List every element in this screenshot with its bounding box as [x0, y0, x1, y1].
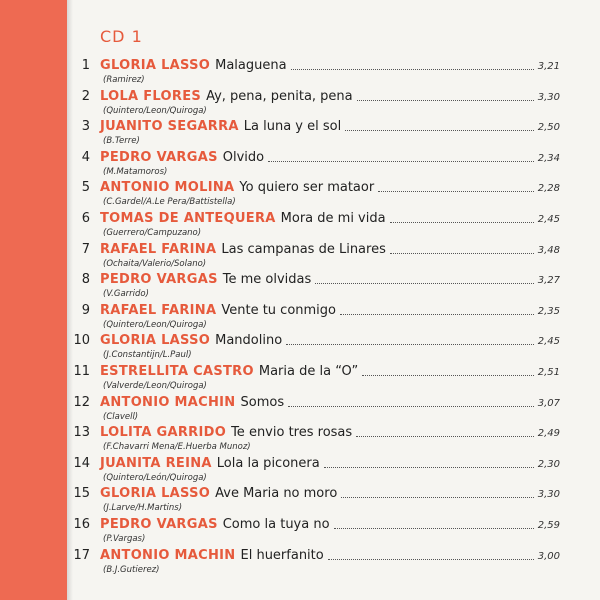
track-song-title: El huerfanito — [240, 547, 324, 563]
track-song-title: Olvido — [222, 149, 265, 165]
track-line — [100, 517, 560, 532]
track-line — [100, 180, 560, 195]
track-artist: GLORIA LASSO — [100, 486, 211, 502]
dot-leader — [291, 68, 534, 70]
track-number: 13 — [73, 425, 90, 441]
dot-leader — [357, 99, 534, 101]
track-line — [100, 242, 560, 257]
track-duration: 3,30 — [537, 489, 560, 501]
track-number: 8 — [81, 272, 90, 288]
track-number: 3 — [81, 119, 90, 135]
track-composers: (V.Garrido) — [103, 289, 149, 300]
track-line — [100, 89, 560, 104]
track-duration: 2,51 — [537, 367, 560, 378]
track-line — [100, 548, 560, 563]
track-line — [100, 364, 560, 379]
dot-leader — [356, 435, 534, 437]
disc-title: CD 1 — [100, 27, 143, 46]
track-row — [0, 242, 600, 272]
dot-leader — [334, 527, 534, 529]
track-composers: (Guerrero/Campuzano) — [103, 228, 202, 238]
dot-leader — [328, 558, 534, 560]
track-composers: (Quintero/León/Quiroga) — [103, 472, 207, 483]
track-artist: TOMAS DE ANTEQUERA — [100, 211, 276, 226]
track-row — [0, 486, 600, 516]
track-line — [100, 119, 560, 134]
track-song-title: Ay, pena, penita, pena — [206, 88, 353, 104]
track-artist: RAFAEL FARINA — [100, 302, 217, 318]
track-duration: 2,50 — [537, 122, 560, 134]
track-number: 16 — [73, 517, 90, 532]
dot-leader — [286, 343, 534, 345]
track-composers: (Ochaita/Valerio/Solano) — [103, 258, 207, 269]
track-number: 15 — [73, 486, 90, 502]
track-line — [100, 486, 560, 501]
track-duration: 2,30 — [537, 458, 560, 470]
track-row — [0, 58, 600, 88]
track-composers: (Ramirez) — [103, 75, 145, 85]
track-duration: 3,07 — [537, 397, 560, 409]
track-duration: 2,45 — [537, 214, 560, 225]
track-line — [100, 303, 560, 318]
track-duration: 2,45 — [537, 336, 560, 348]
track-song-title: Como la tuya no — [222, 517, 330, 532]
track-duration: 2,35 — [537, 305, 560, 317]
track-artist: JUANITA REINA — [100, 455, 212, 471]
track-song-title: Te me olvidas — [222, 272, 312, 288]
dot-leader — [341, 496, 533, 498]
track-artist: JUANITO SEGARRA — [100, 119, 239, 135]
track-row — [0, 211, 600, 241]
track-row — [0, 89, 600, 119]
track-number: 14 — [73, 455, 90, 471]
track-duration: 2,59 — [537, 520, 560, 531]
track-row — [0, 517, 600, 547]
track-number: 6 — [81, 211, 90, 226]
track-composers: (C.Gardel/A.Le Pera/Battistella) — [103, 197, 236, 208]
track-composers: (M.Matamoros) — [103, 166, 168, 177]
track-artist: PEDRO VARGAS — [100, 517, 218, 532]
track-composers: (F.Chavarri Mena/E.Huerba Munoz) — [103, 442, 251, 453]
track-composers: (Valverde/Leon/Quiroga) — [103, 381, 207, 391]
track-duration: 3,30 — [537, 91, 560, 103]
track-song-title: Ave Maria no moro — [215, 486, 338, 502]
track-composers: (B.J.Gutierez) — [103, 564, 160, 575]
track-artist: ESTRELLITA CASTRO — [100, 364, 254, 379]
dot-leader — [324, 466, 534, 468]
track-song-title: Lola la piconera — [216, 455, 320, 471]
track-number: 2 — [81, 88, 90, 104]
track-row — [0, 180, 600, 210]
track-artist: RAFAEL FARINA — [100, 241, 217, 257]
track-composers: (Clavell) — [103, 411, 139, 422]
dot-leader — [362, 374, 534, 376]
track-line — [100, 425, 560, 440]
track-song-title: Las campanas de Linares — [221, 241, 386, 257]
dot-leader — [345, 129, 534, 131]
dot-leader — [390, 221, 534, 223]
track-song-title: Yo quiero ser mataor — [239, 180, 375, 196]
track-artist: ANTONIO MACHIN — [100, 547, 236, 563]
dot-leader — [340, 313, 534, 315]
track-number: 10 — [73, 333, 90, 349]
track-artist: PEDRO VARGAS — [100, 272, 218, 288]
track-number: 1 — [81, 58, 90, 73]
track-number: 12 — [73, 394, 90, 410]
track-composers: (J.Constantijn/L.Paul) — [103, 350, 192, 361]
track-row — [0, 150, 600, 180]
track-row — [0, 395, 600, 425]
track-duration: 3,48 — [537, 244, 560, 256]
track-song-title: Somos — [240, 394, 285, 410]
track-line — [100, 211, 560, 226]
track-row — [0, 333, 600, 363]
track-composers: (P.Vargas) — [103, 534, 146, 544]
track-duration: 3,21 — [537, 61, 560, 72]
dot-leader — [315, 282, 533, 284]
track-artist: ANTONIO MACHIN — [100, 394, 236, 410]
track-number: 11 — [73, 364, 90, 379]
track-composers: (Quintero/Leon/Quiroga) — [103, 105, 207, 116]
track-row — [0, 303, 600, 333]
track-song-title: Malaguena — [215, 58, 287, 73]
track-artist: GLORIA LASSO — [100, 58, 211, 73]
track-composers: (B.Terre) — [103, 136, 140, 147]
track-duration: 3,00 — [537, 550, 560, 562]
track-artist: PEDRO VARGAS — [100, 149, 218, 165]
dot-leader — [288, 405, 534, 407]
track-number: 7 — [81, 241, 90, 257]
track-composers: (J.Larve/H.Martins) — [103, 503, 183, 514]
track-song-title: La luna y el sol — [243, 119, 342, 135]
track-line — [100, 333, 560, 348]
track-song-title: Mandolino — [215, 333, 283, 349]
track-song-title: Mora de mi vida — [280, 211, 386, 226]
dot-leader — [390, 252, 534, 254]
track-number: 5 — [81, 180, 90, 196]
track-row — [0, 456, 600, 486]
track-row — [0, 272, 600, 302]
track-artist: GLORIA LASSO — [100, 333, 211, 349]
track-line — [100, 58, 560, 73]
track-line — [100, 395, 560, 410]
track-row — [0, 119, 600, 149]
track-artist: LOLITA GARRIDO — [100, 425, 227, 441]
dot-leader — [378, 190, 534, 192]
track-number: 9 — [81, 302, 90, 318]
track-duration: 3,27 — [537, 275, 560, 287]
track-song-title: Vente tu conmigo — [221, 302, 336, 318]
track-number: 4 — [81, 149, 90, 165]
track-row — [0, 364, 600, 394]
track-row — [0, 425, 600, 455]
track-song-title: Maria de la “O” — [258, 364, 359, 379]
track-duration: 2,34 — [537, 152, 560, 164]
track-row — [0, 548, 600, 578]
track-duration: 2,28 — [537, 183, 560, 195]
track-artist: ANTONIO MOLINA — [100, 180, 235, 196]
dot-leader — [268, 160, 534, 162]
track-line — [100, 456, 560, 471]
track-number: 17 — [73, 547, 90, 563]
track-line — [100, 272, 560, 287]
track-song-title: Te envio tres rosas — [231, 425, 353, 441]
track-duration: 2,49 — [537, 428, 560, 440]
track-artist: LOLA FLORES — [100, 88, 202, 104]
track-composers: (Quintero/Leon/Quiroga) — [103, 319, 207, 330]
track-line — [100, 150, 560, 165]
